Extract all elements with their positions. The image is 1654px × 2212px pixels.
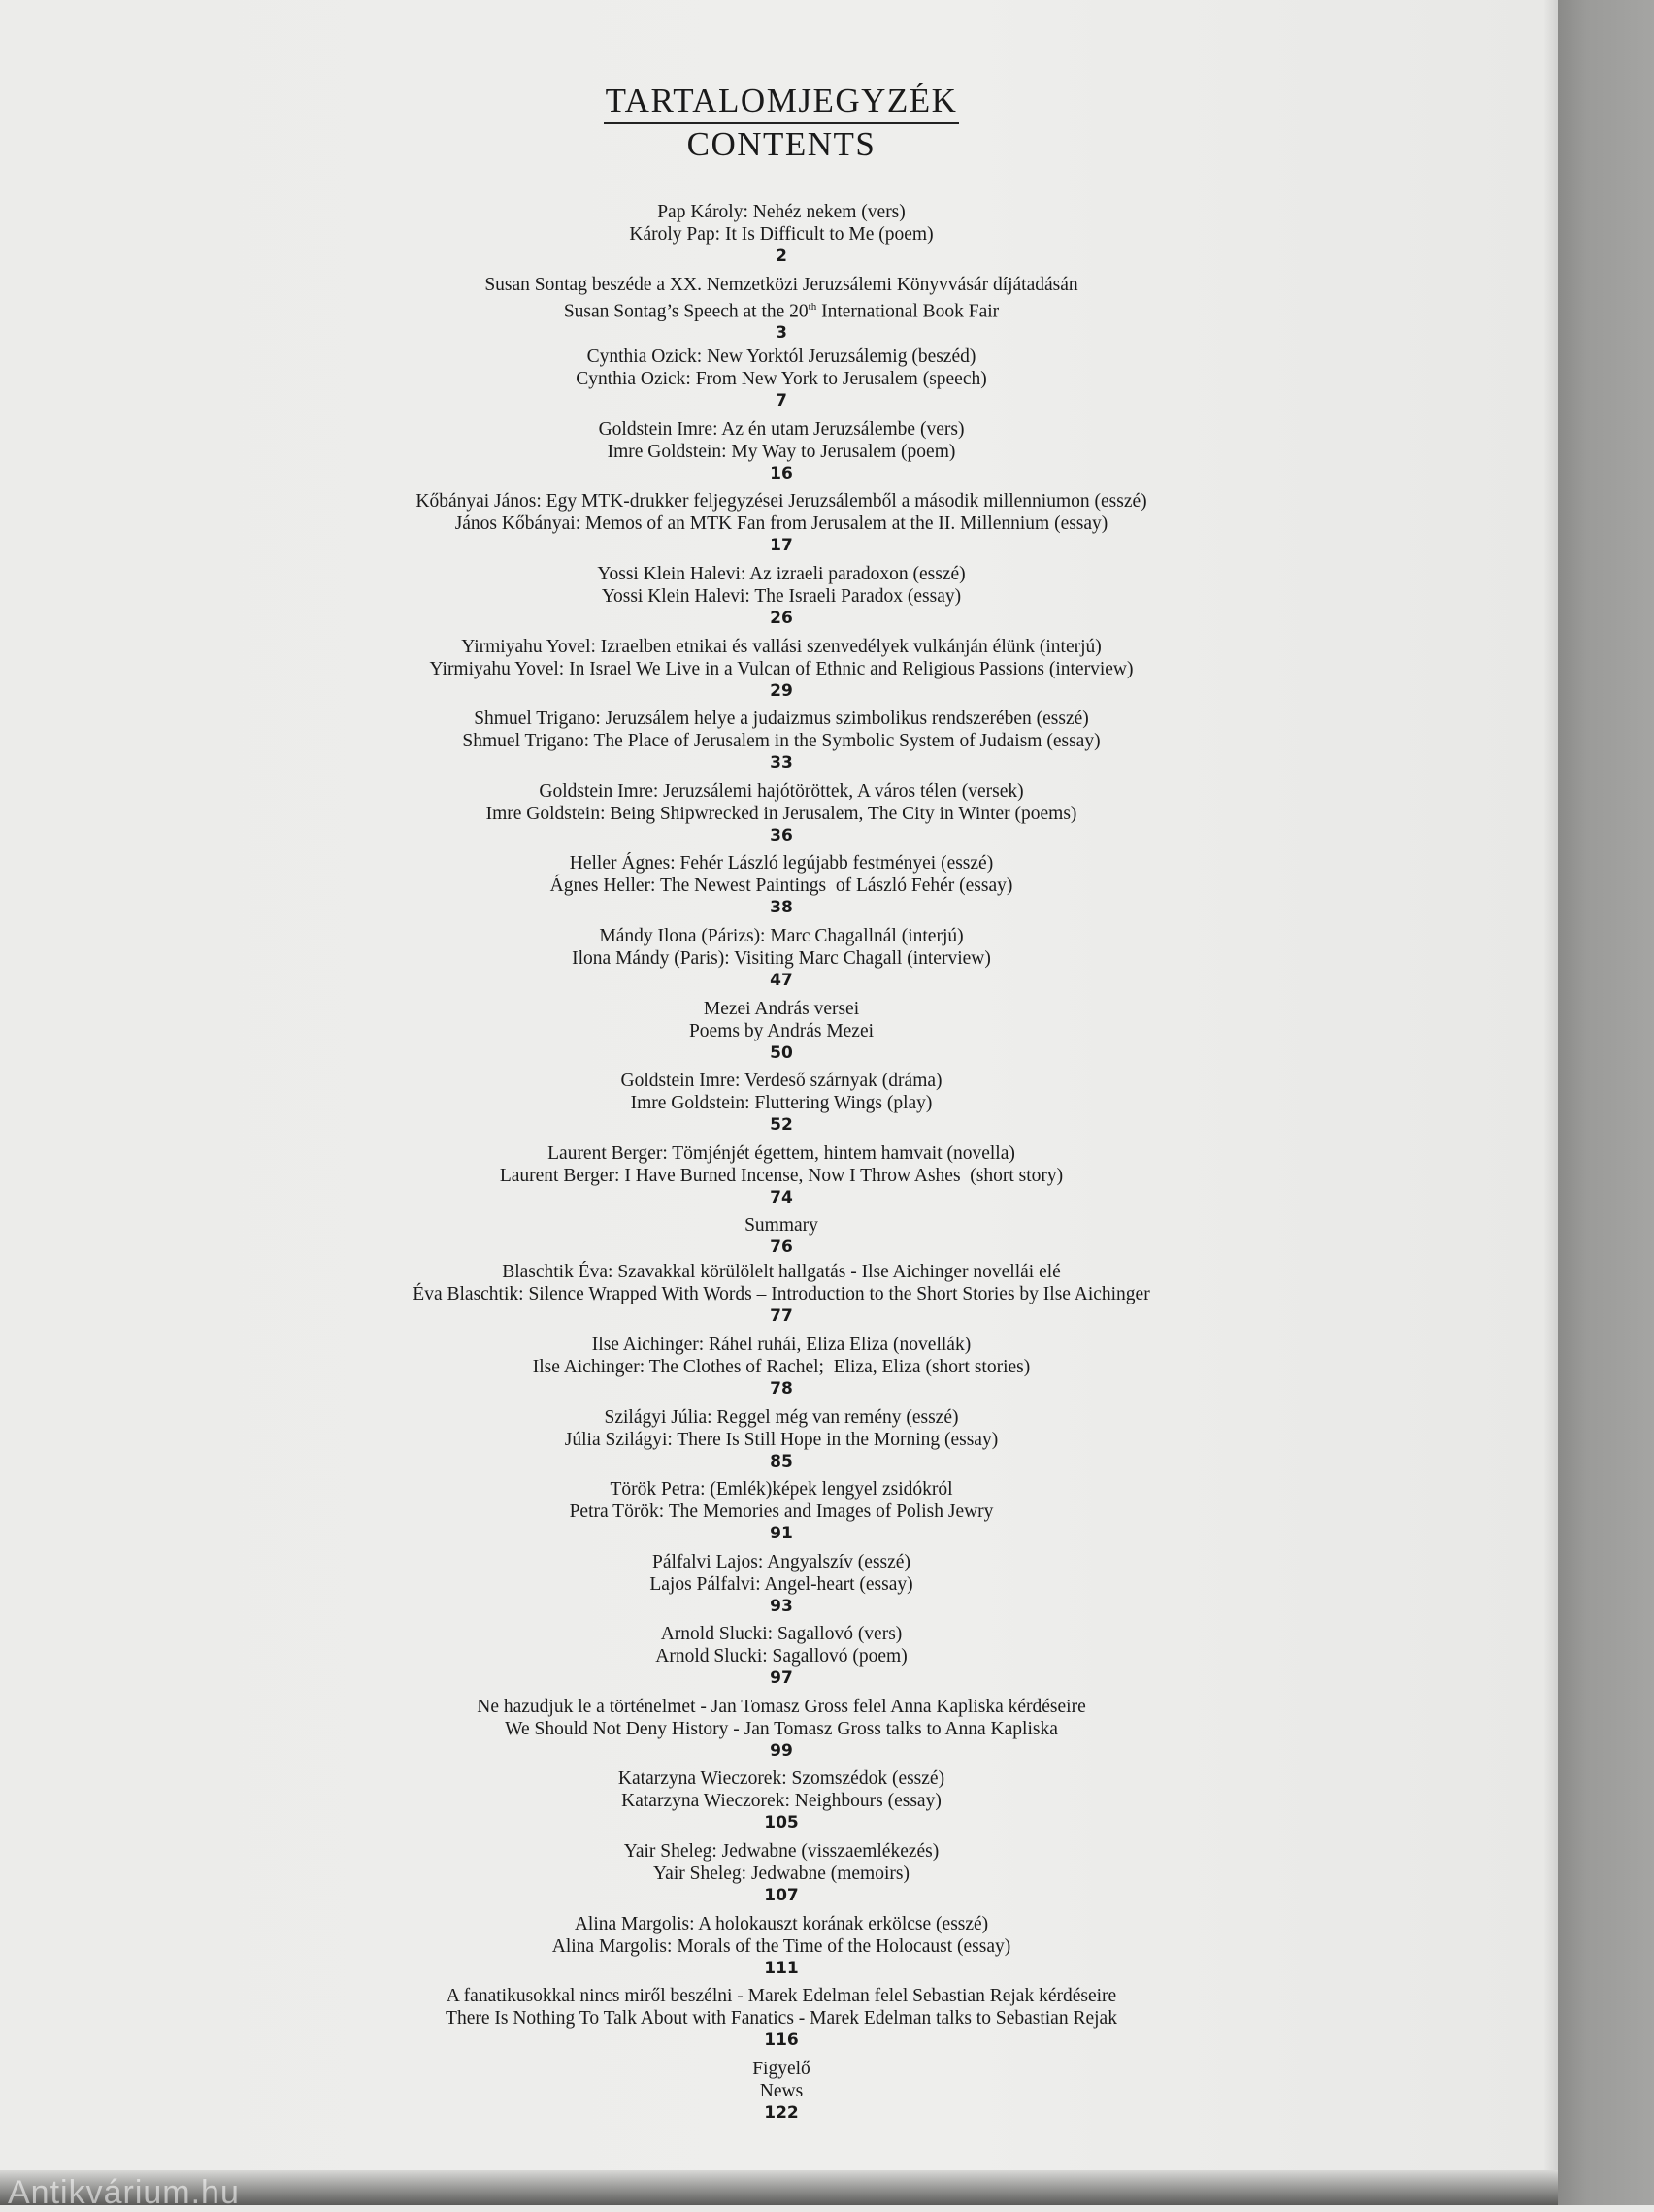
- entry-title-en: Éva Blaschtik: Silence Wrapped With Words – Introduction to the Short Stories by Ilse Aichinger: [413, 1284, 1150, 1305]
- entry-title-hu: Yirmiyahu Yovel: Izraelben etnikai és vallási szenvedélyek vulkánján élünk (interjú): [461, 636, 1102, 657]
- entry-page-number: 16: [770, 463, 793, 483]
- entry-title-hu: Mezei András versei: [703, 998, 860, 1019]
- entry-title-hu: Alina Margolis: A holokauszt korának erkölcse (esszé): [574, 1913, 989, 1934]
- toc-entry: [0, 1070, 1563, 1142]
- toc-entry: [0, 563, 1563, 636]
- entry-title-en: There Is Nothing To Talk About with Fanatics - Marek Edelman talks to Sebastian Rejak: [446, 2008, 1117, 2030]
- entry-title-en: Imre Goldstein: Fluttering Wings (play): [630, 1093, 933, 1114]
- entry-title-en: János Kőbányai: Memos of an MTK Fan from Jerusalem at the II. Millennium (essay): [454, 513, 1108, 535]
- toc-entry: [0, 1142, 1563, 1215]
- toc-entry: [0, 418, 1563, 491]
- entry-page-number: 78: [770, 1378, 793, 1399]
- toc-entry: [0, 636, 1563, 709]
- entry-title-en: Petra Török: The Memories and Images of Polish Jewry: [569, 1502, 994, 1523]
- entry-title-en: We Should Not Deny History - Jan Tomasz Gross talks to Anna Kapliska: [505, 1718, 1058, 1739]
- entry-page-number: 47: [770, 970, 793, 990]
- entry-title-en: [0, 296, 1563, 323]
- toc-entry: [0, 1623, 1563, 1696]
- entry-page-number: 26: [770, 608, 793, 628]
- toc-entry: [0, 1214, 1563, 1261]
- entry-title-en: Ágnes Heller: The Newest Paintings of László Fehér (essay): [549, 875, 1013, 897]
- entry-page-number: 116: [764, 2030, 799, 2051]
- entry-title-en: Ilona Mándy (Paris): Visiting Marc Chagall (interview): [572, 947, 991, 969]
- entry-page-number: 7: [776, 391, 787, 412]
- entry-page-number: 122: [764, 2102, 799, 2123]
- entry-title-en: Júlia Szilágyi: There Is Still Hope in the Morning (essay): [564, 1429, 999, 1450]
- superscript-ordinal: th: [808, 300, 817, 313]
- entry-page-number: 3: [776, 323, 787, 344]
- entry-title-hu: Laurent Berger: Tömjénjét égettem, hintem hamvait (novella): [547, 1142, 1015, 1164]
- entry-title-en: Shmuel Trigano: The Place of Jerusalem in the Symbolic System of Judaism (essay): [462, 731, 1101, 752]
- entry-page-number: 52: [770, 1115, 793, 1136]
- toc-entry: [0, 1334, 1563, 1406]
- entry-title-en: Lajos Pálfalvi: Angel-heart (essay): [649, 1573, 913, 1595]
- toc-entry: [0, 1913, 1563, 1986]
- entry-title-en: Ilse Aichinger: The Clothes of Rachel; Eliza, Eliza (short stories): [532, 1356, 1031, 1377]
- entry-title-hu: Yossi Klein Halevi: Az izraeli paradoxon (esszé): [597, 563, 966, 584]
- entry-page-number: 17: [770, 536, 793, 556]
- toc-entry: [0, 780, 1563, 853]
- entry-page-number: 111: [764, 1958, 799, 1978]
- toc-entry: [0, 1551, 1563, 1624]
- entry-page-number: 76: [770, 1238, 793, 1258]
- entry-title-hu: Ilse Aichinger: Ráhel ruhái, Eliza Eliza (novellák): [591, 1334, 972, 1355]
- entry-title-hu: A fanatikusokkal nincs miről beszélni - Marek Edelman felel Sebastian Rejak kérdéseire: [446, 1986, 1117, 2007]
- toc-entry: [0, 998, 1563, 1071]
- toc-entry: [0, 1985, 1563, 2058]
- entry-page-number: 99: [770, 1740, 793, 1761]
- entry-page-number: 33: [770, 753, 793, 774]
- entry-title-hu: Török Petra: (Emlék)képek lengyel zsidókról: [610, 1479, 953, 1501]
- toc-entry: [0, 274, 1563, 347]
- entry-page-number: 77: [770, 1306, 793, 1327]
- entry-title-hu: Mándy Ilona (Párizs): Marc Chagallnál (interjú): [599, 925, 964, 946]
- toc-entry: [0, 1767, 1563, 1840]
- entry-title-hu: Arnold Slucki: Sagallovó (vers): [660, 1624, 903, 1645]
- entry-title-hu: Goldstein Imre: Jeruzsálemi hajótöröttek, A város télen (versek): [539, 780, 1024, 802]
- entry-page-number: 107: [764, 1886, 799, 1906]
- toc-entry: [0, 490, 1563, 563]
- toc-entry: [0, 925, 1563, 998]
- entry-title-hu: Heller Ágnes: Fehér László legújabb festményei (esszé): [569, 853, 994, 875]
- entry-title-en-part: International Book Fair: [816, 301, 1000, 322]
- toc-entry: [0, 346, 1563, 418]
- watermark-text: Antikvárium.hu: [8, 2174, 240, 2211]
- entry-title-hu: Pap Károly: Nehéz nekem (vers): [657, 202, 906, 222]
- entry-title-hu: Blaschtik Éva: Szavakkal körülölelt hallgatás - Ilse Aichinger novellái elé: [502, 1262, 1061, 1283]
- toc-entry: [0, 201, 1563, 274]
- toc-entry: [0, 1261, 1563, 1334]
- toc-entry: [0, 1406, 1563, 1479]
- toc-entry: [0, 2058, 1563, 2130]
- entry-page-number: 2: [776, 247, 787, 266]
- entry-page-number: 105: [764, 1813, 799, 1833]
- title-hungarian: TARTALOMJEGYZÉK: [604, 82, 960, 124]
- entry-title-hu: Kőbányai János: Egy MTK-drukker feljegyzései Jeruzsálemből a második millenniumon (esszé): [415, 491, 1147, 512]
- entry-title-en: Imre Goldstein: Being Shipwrecked in Jerusalem, The City in Winter (poems): [485, 803, 1077, 824]
- entry-title-en: Poems by András Mezei: [688, 1020, 875, 1041]
- entry-title-en: Yair Sheleg: Jedwabne (memoirs): [653, 1864, 910, 1885]
- entry-title-en: Katarzyna Wieczorek: Neighbours (essay): [621, 1791, 942, 1812]
- table-of-contents: [0, 201, 1563, 2129]
- entry-title-hu: Susan Sontag beszéde a XX. Nemzetközi Jeruzsálemi Könyvvásár díjátadásán: [484, 274, 1078, 295]
- entry-title-hu: Goldstein Imre: Az én utam Jeruzsálembe (vers): [598, 418, 965, 440]
- entry-page-number: 50: [770, 1042, 793, 1063]
- entry-title-hu: Yair Sheleg: Jedwabne (visszaemlékezés): [623, 1841, 940, 1863]
- entry-title-hu: Goldstein Imre: Verdeső szárnyak (dráma): [620, 1071, 943, 1092]
- entry-title-hu: Figyelő: [752, 2058, 810, 2079]
- entry-title-en: Laurent Berger: I Have Burned Incense, Now I Throw Ashes (short story): [499, 1165, 1064, 1186]
- entry-title-hu: Szilágyi Júlia: Reggel még van remény (esszé): [604, 1406, 959, 1428]
- entry-title: Summary: [744, 1215, 818, 1237]
- entry-title-en: Arnold Slucki: Sagallovó (poem): [655, 1646, 908, 1667]
- toc-entry: [0, 1840, 1563, 1913]
- entry-title-hu: Katarzyna Wieczorek: Szomszédok (esszé): [617, 1768, 945, 1790]
- entry-page-number: 93: [770, 1596, 793, 1616]
- toc-entry: [0, 1478, 1563, 1551]
- toc-entry: [0, 1696, 1563, 1768]
- entry-page-number: 29: [770, 680, 793, 701]
- entry-page-number: 36: [770, 825, 793, 845]
- entry-title-hu: Shmuel Trigano: Jeruzsálem helye a judaizmus szimbolikus rendszerében (esszé): [474, 709, 1089, 730]
- toc-entry: [0, 708, 1563, 780]
- entry-page-number: 91: [770, 1524, 793, 1544]
- entry-page-number: 97: [770, 1668, 793, 1689]
- entry-title-en: Károly Pap: It Is Difficult to Me (poem): [629, 224, 934, 245]
- title-english: CONTENTS: [686, 125, 877, 164]
- entry-title-en-part: Susan Sontag’s Speech at the 20: [563, 301, 809, 322]
- book-edge: [1558, 0, 1654, 2205]
- entry-title-en: Cynthia Ozick: From New York to Jerusalem (speech): [576, 369, 987, 390]
- toc-entry: [0, 852, 1563, 925]
- entry-title-en: Imre Goldstein: My Way to Jerusalem (poem): [607, 441, 956, 462]
- entry-title-en: Alina Margolis: Morals of the Time of the Holocaust (essay): [551, 1935, 1011, 1957]
- entry-page-number: 38: [770, 898, 793, 918]
- entry-page-number: 74: [770, 1187, 793, 1207]
- entry-title-en: Yirmiyahu Yovel: In Israel We Live in a Vulcan of Ethnic and Religious Passions (interview): [429, 658, 1134, 679]
- toc-header: [0, 82, 1563, 165]
- entry-title-en: News: [759, 2080, 804, 2101]
- entry-title-hu: Cynthia Ozick: New Yorktól Jeruzsálemig (beszéd): [586, 347, 976, 368]
- entry-title-hu: Pálfalvi Lajos: Angyalszív (esszé): [652, 1551, 910, 1572]
- entry-page-number: 85: [770, 1451, 793, 1471]
- entry-title-hu: Ne hazudjuk le a történelmet - Jan Tomasz Gross felel Anna Kapliska kérdéseire: [477, 1696, 1086, 1717]
- entry-title-en: Yossi Klein Halevi: The Israeli Paradox (essay): [601, 585, 962, 607]
